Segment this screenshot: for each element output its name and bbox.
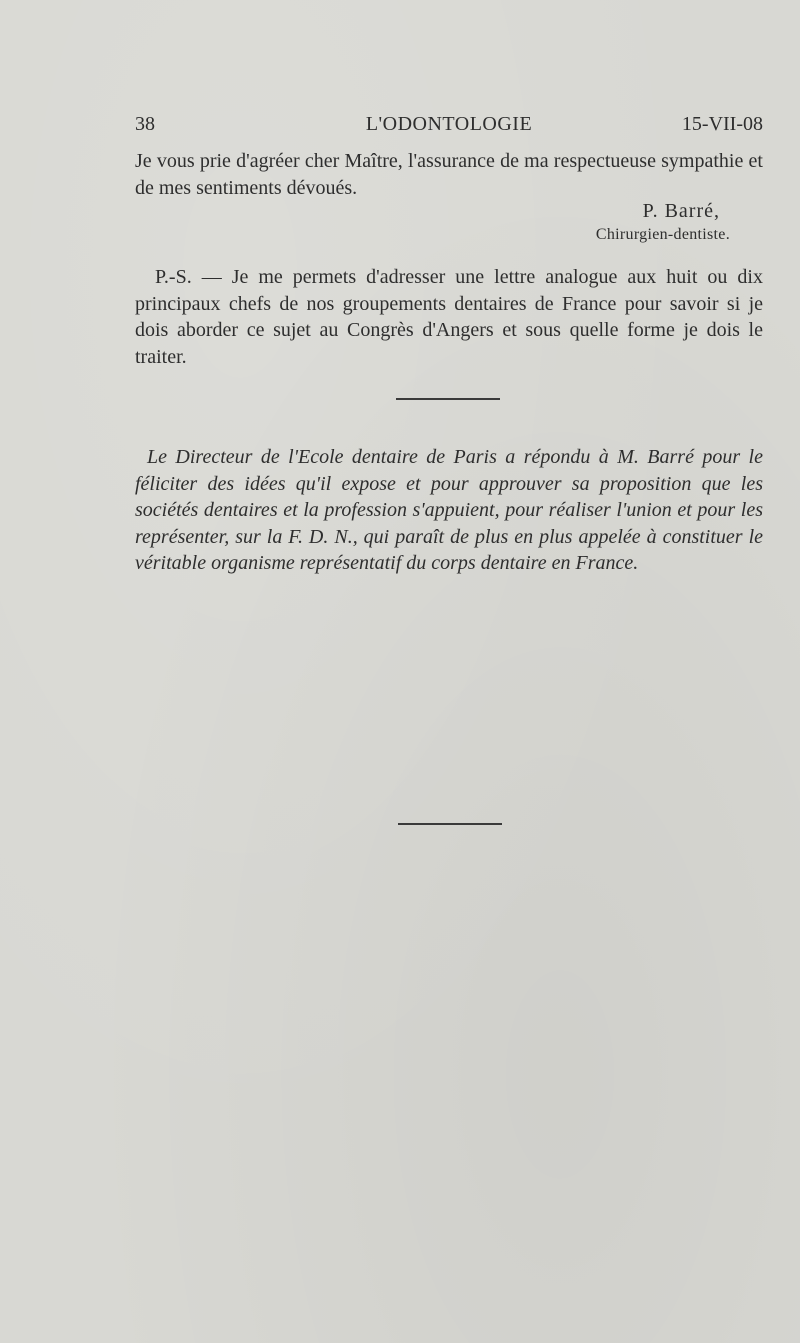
signature-block — [595, 200, 730, 243]
signature-name: P. Barré, — [642, 200, 720, 222]
postscript-paragraph: P.-S. — Je me permets d'adresser une lettre analogue aux huit ou dix principaux chefs de nos groupements dentaires de France pour savoir si je dois aborder ce sujet au Congrès d'Angers et sous quelle forme je dois le traiter. — [135, 266, 763, 368]
section-divider — [396, 398, 500, 400]
page-number: 38 — [135, 113, 155, 135]
end-divider — [398, 823, 502, 825]
closing-paragraph: Je vous prie d'agréer cher Maître, l'assurance de ma respectueuse sympathie et de mes sentiments dévoués. — [135, 150, 763, 199]
issue-date: 15-VII-08 — [681, 113, 763, 135]
journal-title: L'ODONTOLOGIE — [365, 113, 533, 135]
signature-title: Chirurgien-dentiste. — [595, 226, 730, 243]
running-header — [135, 113, 763, 141]
italic-note-paragraph: Le Directeur de l'Ecole dentaire de Paris a répondu à M. Barré pour le féliciter des idées qu'il expose et pour approuver sa proposition que les sociétés dentaires et la profession s'appuient, pour réaliser l'union et pour les représenter, sur la F. D. N., qui paraît de plus en plus appelée à constituer le véritable organisme représentatif du corps dentaire en France. — [135, 446, 763, 574]
